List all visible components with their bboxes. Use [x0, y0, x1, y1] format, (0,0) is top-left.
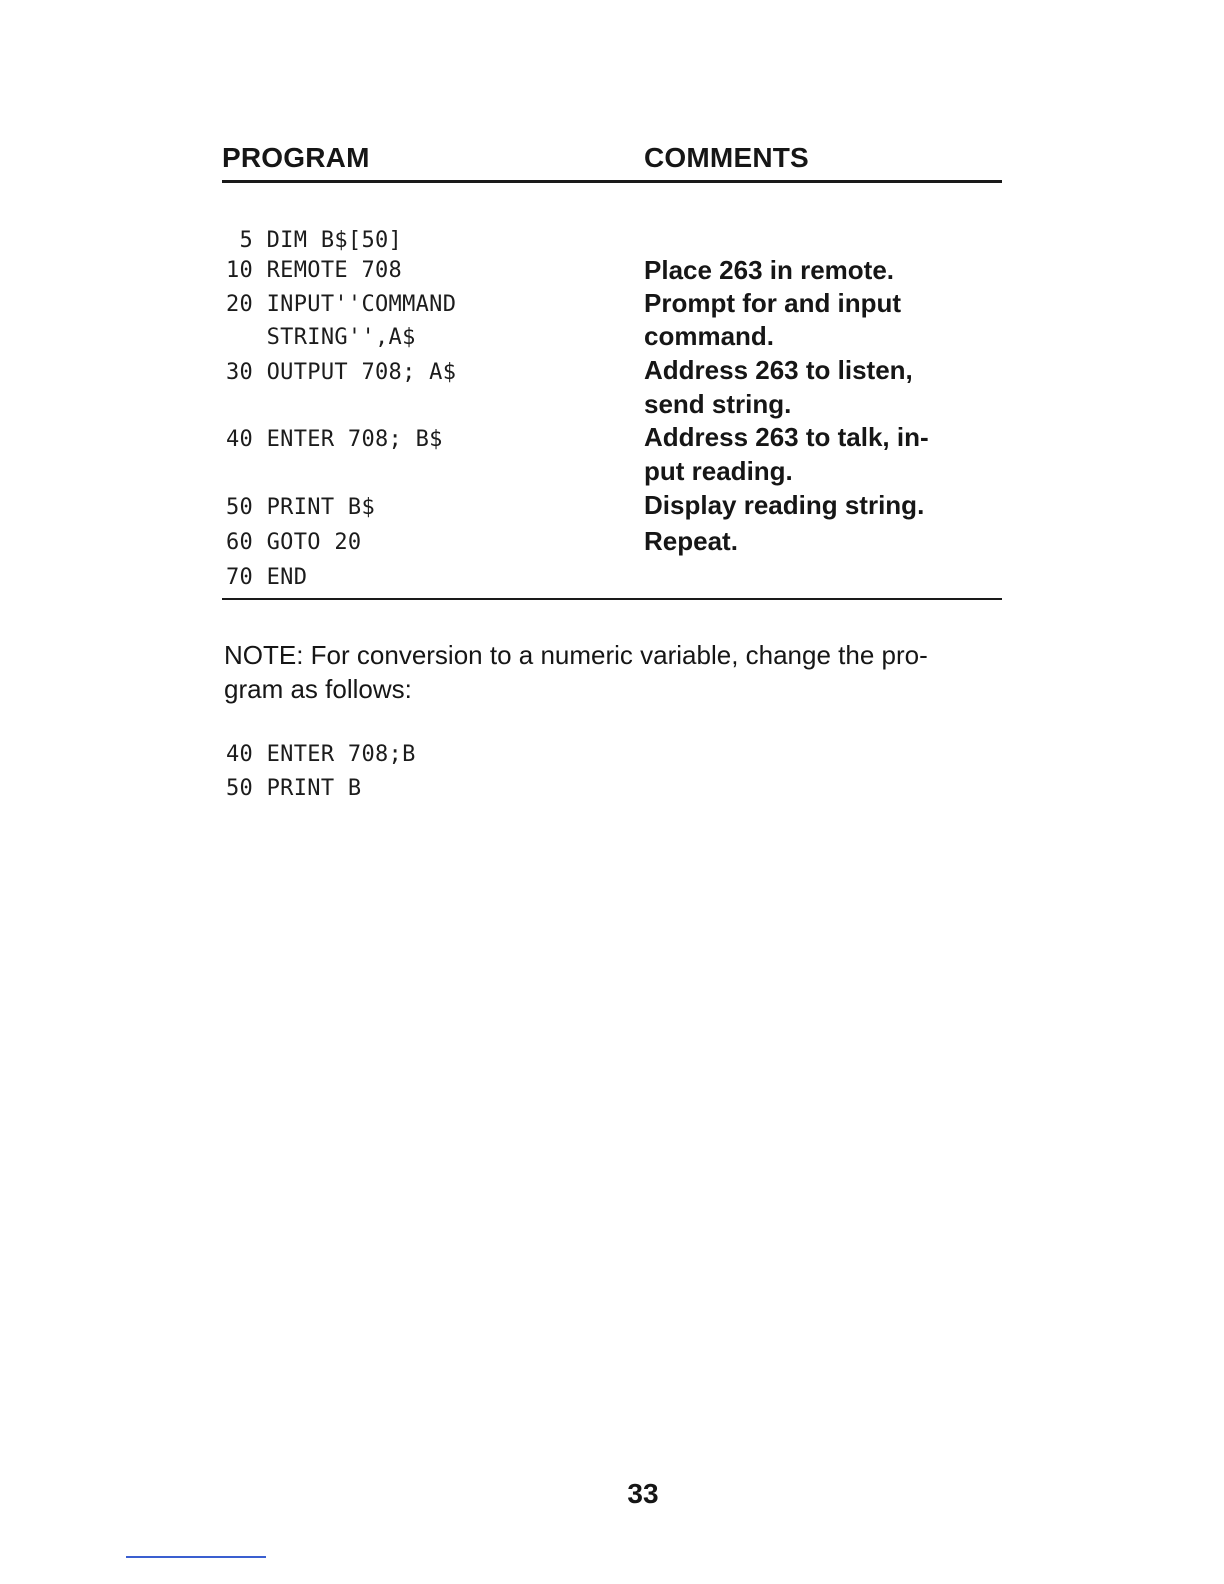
program-header: PROGRAM	[222, 142, 370, 173]
page-number: 33	[627, 1478, 659, 1509]
program-line: STRING'',A$	[226, 325, 416, 350]
note-text: gram as follows:	[224, 674, 412, 704]
comment-line: Address 263 to talk, in-	[644, 422, 929, 452]
comment-line: command.	[644, 321, 775, 351]
program-line: 70 END	[226, 565, 308, 590]
comment-line: send string.	[644, 389, 792, 419]
comment-line: Repeat.	[644, 526, 738, 556]
program-line: 50 PRINT B$	[226, 495, 375, 520]
program-line: 20 INPUT''COMMAND	[226, 292, 457, 317]
comment-line: Address 263 to listen,	[644, 355, 913, 385]
program-line: 60 GOTO 20	[226, 530, 362, 555]
program-line: 5 DIM B$[50]	[226, 228, 403, 253]
revised-program-line: 40 ENTER 708;B	[226, 742, 416, 767]
comment-line: Prompt for and input	[644, 288, 902, 318]
revised-program-line: 50 PRINT B	[226, 776, 362, 801]
program-line: 40 ENTER 708; B$	[226, 427, 443, 452]
comments-header: COMMENTS	[644, 142, 809, 173]
scan-edge-mark	[126, 1556, 266, 1558]
header-rule	[222, 180, 1002, 183]
comment-line: put reading.	[644, 456, 793, 486]
note-text: NOTE: For conversion to a numeric variable, change the pro-	[224, 640, 928, 670]
program-line: 10 REMOTE 708	[226, 258, 403, 283]
comment-line: Place 263 in remote.	[644, 255, 895, 285]
program-line: 30 OUTPUT 708; A$	[226, 360, 457, 385]
table-bottom-rule	[222, 598, 1002, 600]
comment-line: Display reading string.	[644, 490, 925, 520]
